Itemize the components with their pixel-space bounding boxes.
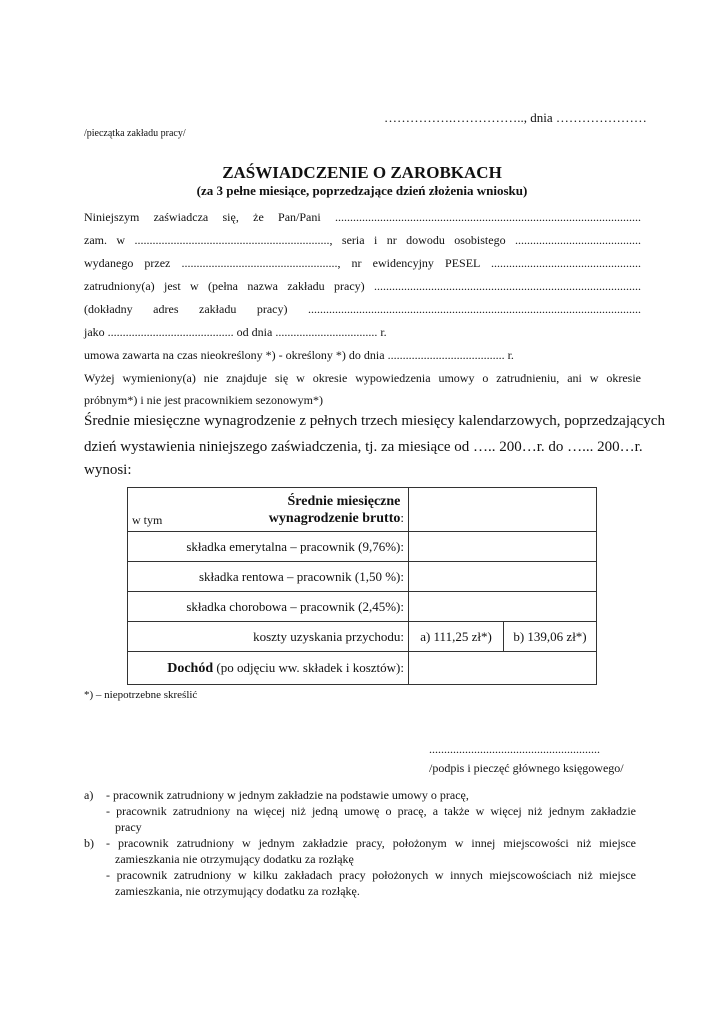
table-row [128, 532, 597, 562]
pension-contribution-label: składka emerytalna – pracownik (9,76%): [128, 532, 409, 562]
note-b-item-2-continued: zamieszkania, nie otrzymujący dodatku za rozłąkę. [115, 884, 360, 898]
disability-contribution-value[interactable] [409, 562, 597, 592]
table-row [128, 562, 597, 592]
net-income-description: (po odjęciu ww. składek i kosztów): [213, 659, 404, 675]
note-a-item-1: - pracownik zatrudniony w jednym zakładzie na podstawie umowy o pracę, [106, 788, 469, 802]
note-a-item-2-continued: pracy [115, 820, 142, 834]
signature-line: ......................................................... [429, 742, 600, 756]
body-line-period: dzień wystawienia niniejszego zaświadczenia, tj. za miesiące od ….. 200…r. do …... 200…r. [84, 439, 643, 455]
body-line-issuer-pesel: wydanego przez ...................................................., nr ewidencyjny PESEL .................................................. [84, 256, 641, 270]
income-costs-label: koszty uzyskania przychodu: [128, 622, 409, 652]
in-that-label: w tym [132, 513, 163, 527]
table-row [128, 622, 597, 652]
body-line-address-id: zam. w ................................................................., seria i nr dowodu osobistego .......................................... [84, 233, 641, 247]
net-income-label [128, 652, 409, 685]
body-line-employer-address: (dokładny adres zakładu pracy) ............................................................................................................... [84, 302, 641, 316]
table-row [128, 592, 597, 622]
income-costs-option-a[interactable]: a) 111,25 zł*) [409, 622, 504, 652]
note-a-item-2: - pracownik zatrudniony na więcej niż jedną umowę o pracę, a także w więcej niż jednym zakładzie [106, 804, 636, 818]
pension-contribution-value[interactable] [409, 532, 597, 562]
date-line: …………….…………….., dnia ………………… [384, 110, 647, 125]
salary-table [127, 487, 597, 685]
net-income-heading: Dochód [167, 660, 214, 676]
body-line-notice: Wyżej wymieniony(a) nie znajduje się w okresie wypowiedzenia umowy o zatrudnieniu, ani w okresie [84, 371, 641, 385]
table-row [128, 652, 597, 685]
note-a-marker: a) [84, 788, 94, 802]
footnote: *) – niepotrzebne skreślić [84, 689, 198, 701]
company-stamp-label: /pieczątka zakładu pracy/ [84, 128, 186, 139]
disability-contribution-label: składka rentowa – pracownik (1,50 %): [128, 562, 409, 592]
body-line-contract: umowa zawarta na czas nieokreślony *) - określony *) do dnia ....................................... r. [84, 348, 514, 362]
gross-salary-value[interactable] [409, 488, 597, 532]
body-line-amounts: wynosi: [84, 462, 132, 478]
body-line-employer-name: zatrudniony(a) jest w (pełna nazwa zakładu pracy) ......................................................................................... [84, 279, 641, 293]
income-costs-option-b[interactable]: b) 139,06 zł*) [504, 622, 597, 652]
body-line-employee: Niniejszym zaświadcza się, że Pan/Pani ...................................................................................................... [84, 210, 641, 224]
note-b-item-2: - pracownik zatrudniony w kilku zakładach pracy położonych w innych miejscowościach niż miejsce [106, 868, 636, 882]
gross-salary-label [128, 488, 409, 532]
body-line-salary: Średnie miesięczne wynagrodzenie z pełnych trzech miesięcy kalendarzowych, poprzedzających [84, 413, 665, 429]
body-line-position: jako .......................................... od dnia .................................. r. [84, 325, 387, 339]
sickness-contribution-label: składka chorobowa – pracownik (2,45%): [128, 592, 409, 622]
table-row [128, 488, 597, 532]
document-subtitle: (za 3 pełne miesiące, poprzedzające dzień złożenia wniosku) [196, 183, 528, 198]
document-title: ZAŚWIADCZENIE O ZAROBKACH [222, 163, 502, 182]
note-b-item-1-continued: zamieszkania nie otrzymujący dodatku za rozłąkę [115, 852, 354, 866]
gross-salary-heading: Średnie miesięczne wynagrodzenie brutto [268, 493, 401, 526]
note-b-item-1: - pracownik zatrudniony w jednym zakładzie pracy, położonym w innej miejscowości niż miejsce [106, 836, 636, 850]
sickness-contribution-value[interactable] [409, 592, 597, 622]
net-income-value[interactable] [409, 652, 597, 685]
note-b-marker: b) [84, 836, 94, 850]
body-line-probation: próbnym*) i nie jest pracownikiem sezonowym*) [84, 393, 323, 407]
signature-label: /podpis i pieczęć głównego księgowego/ [429, 761, 624, 775]
gross-salary-colon: : [400, 509, 404, 525]
